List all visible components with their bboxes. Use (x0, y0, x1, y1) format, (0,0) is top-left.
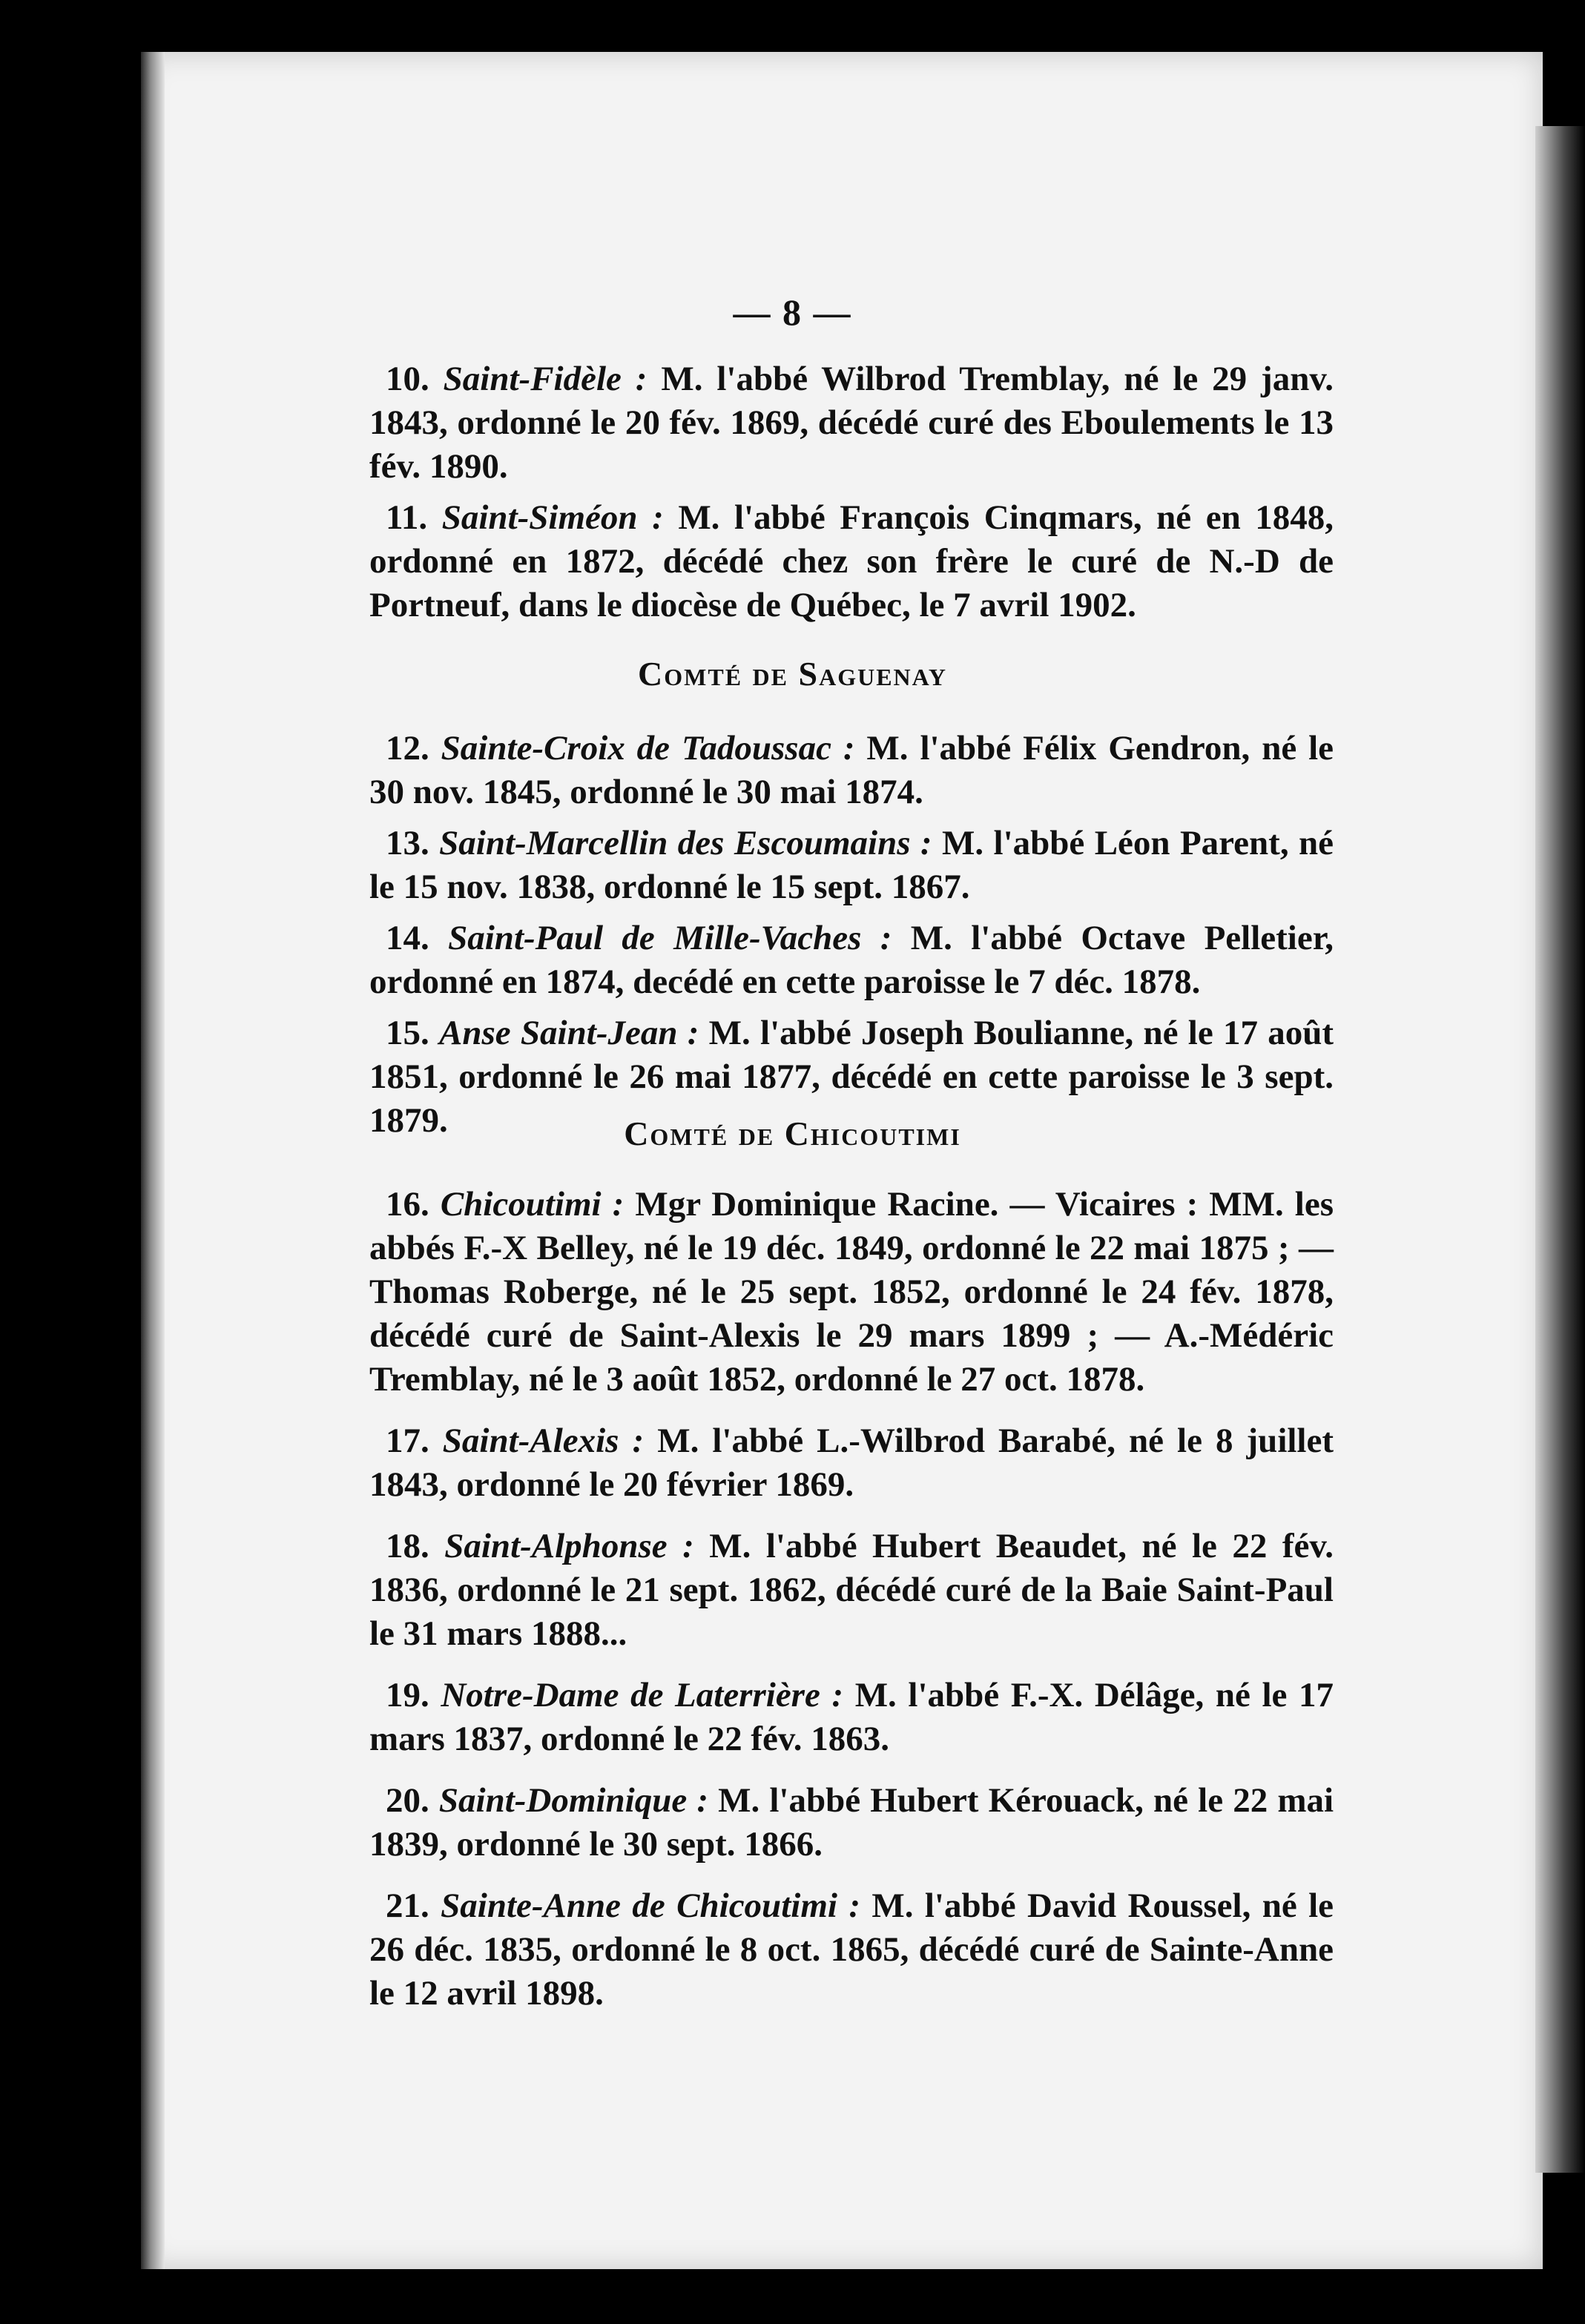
entry-text: M. l'abbé F.-X. Délâge, né le 17 mars 1837, ordonné le 22 fév. 1863. (369, 1676, 1334, 1758)
section-heading-chicoutimi: Comté de Chicoutimi (624, 1115, 961, 1152)
entry-number: 10. (386, 360, 429, 398)
entry-number: 11. (386, 498, 428, 537)
entry-text: M. l'abbé Octave Pelletier, ordonné en 1874, decédé en cette paroisse le 7 déc. 1878. (369, 919, 1334, 1001)
entry-text: M. l'abbé L.-Wilbrod Barabé, né le 8 juillet 1843, ordonné le 20 février 1869. (369, 1422, 1334, 1504)
entry-place: Chicoutimi : (440, 1185, 625, 1224)
entry-place: Saint-Alexis : (442, 1422, 645, 1460)
entry-place: Saint-Paul de Mille-Vaches : (448, 919, 892, 957)
entry-19 (369, 1674, 1334, 1761)
entry-number: 21. (386, 1886, 429, 1925)
entry-place: Saint-Siméon : (441, 498, 664, 537)
entry-place: Saint-Alphonse : (444, 1527, 694, 1565)
entry-number: 19. (386, 1676, 429, 1714)
entry-13 (369, 822, 1334, 909)
entry-text: Mgr Dominique Racine. — Vicaires : MM. les abbés F.-X Belley, né le 19 déc. 1849, ordonné le 22 mai 1875 ; — Thomas Roberge, né le 25 sept. 1852, ordonné le 24 fév. 1878, décédé curé de Saint-Alexis le 29 mars 1899 ; — A.-Médéric Tremblay, né le 3 août 1852, ordonné le 27 oct. 1878. (369, 1185, 1334, 1399)
entry-text: M. l'abbé Hubert Kérouack, né le 22 mai 1839, ordonné le 30 sept. 1866. (369, 1781, 1334, 1864)
entry-number: 13. (386, 824, 429, 862)
page-binding-edge (141, 52, 165, 2269)
entry-18 (369, 1525, 1334, 1656)
entry-17 (369, 1419, 1334, 1507)
entry-11 (369, 496, 1334, 627)
entry-20 (369, 1779, 1334, 1866)
entry-place: Saint-Dominique : (438, 1781, 708, 1820)
entry-number: 12. (386, 729, 429, 767)
entry-place: Saint-Marcellin des Escoumains : (439, 824, 932, 862)
entry-12 (369, 727, 1334, 814)
entry-text: M. l'abbé David Roussel, né le 26 déc. 1835, ordonné le 8 oct. 1865, décédé curé de Sainte-Anne le 12 avril 1898. (369, 1886, 1334, 2013)
entry-number: 14. (386, 919, 429, 957)
section-1-entries (369, 357, 1334, 627)
entry-number: 18. (386, 1527, 429, 1565)
entry-16 (369, 1183, 1334, 1402)
entry-place: Notre-Dame de Laterrière : (441, 1676, 844, 1714)
entry-number: 16. (386, 1185, 429, 1224)
entry-number: 15. (386, 1014, 429, 1052)
entry-10 (369, 357, 1334, 489)
entry-text: M. l'abbé François Cinqmars, né en 1848, ordonné en 1872, décédé chez son frère le curé de N.-D de Portneuf, dans le diocèse de Québec, le 7 avril 1902. (369, 498, 1334, 624)
entry-place: Anse Saint-Jean : (439, 1014, 699, 1052)
entry-text: M. l'abbé Félix Gendron, né le 30 nov. 1845, ordonné le 30 mai 1874. (369, 729, 1334, 811)
page-number: — 8 — (733, 291, 852, 333)
entry-text: M. l'abbé Wilbrod Tremblay, né le 29 janv. 1843, ordonné le 20 fév. 1869, décédé curé des Eboulements le 13 fév. 1890. (369, 360, 1334, 486)
entry-21 (369, 1884, 1334, 2016)
entry-text: M. l'abbé Joseph Boulianne, né le 17 août 1851, ordonné le 26 mai 1877, décédé en cette paroisse le 3 sept. 1879. (369, 1014, 1334, 1140)
entry-text: M. l'abbé Hubert Beaudet, né le 22 fév. 1836, ordonné le 21 sept. 1862, décédé curé de la Baie Saint-Paul le 31 mars 1888... (369, 1527, 1334, 1653)
entry-place: Sainte-Croix de Tadoussac : (441, 729, 855, 767)
entry-place: Sainte-Anne de Chicoutimi : (441, 1886, 860, 1925)
entry-place: Saint-Fidèle : (443, 360, 647, 398)
section-3-entries (369, 1183, 1334, 2016)
section-heading-saguenay: Comté de Saguenay (638, 655, 947, 693)
section-2-entries (369, 727, 1334, 1143)
entry-text: M. l'abbé Léon Parent, né le 15 nov. 1838, ordonné le 15 sept. 1867. (369, 824, 1334, 906)
entry-number: 17. (386, 1422, 429, 1460)
entry-14 (369, 917, 1334, 1004)
entry-number: 20. (386, 1781, 429, 1820)
